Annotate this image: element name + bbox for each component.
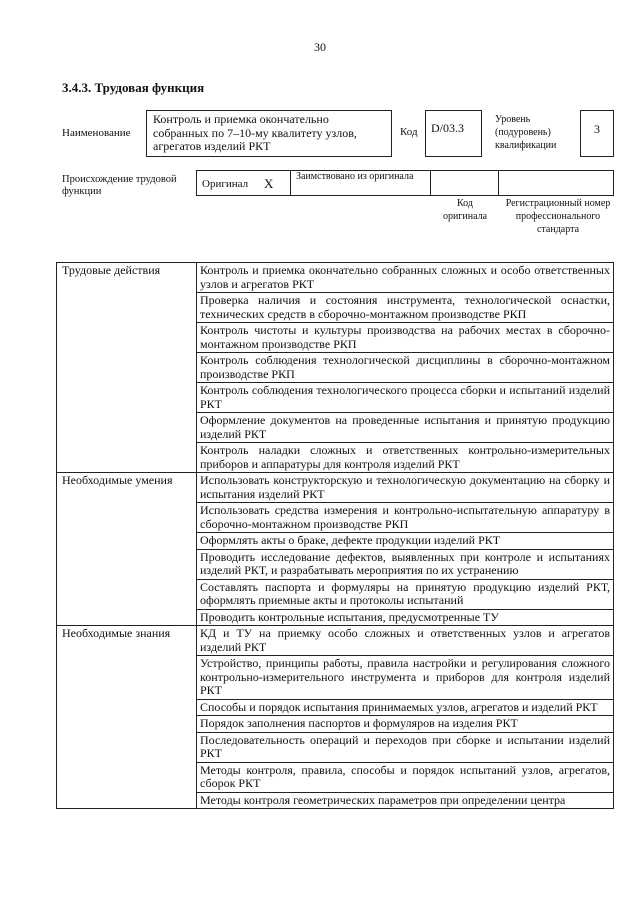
table-row [57, 732, 614, 762]
origin-divider [430, 170, 431, 196]
borrowed-label: Заимствовано из оригинала [296, 171, 414, 182]
table-row [57, 656, 614, 700]
table-row [57, 792, 614, 809]
table-row [57, 626, 614, 656]
section-item: КД и ТУ на приемку особо сложных и ответственных узлов и агрегатов изделий РКТ [197, 626, 614, 656]
section-category [57, 533, 197, 550]
table-row [57, 413, 614, 443]
original-mark: X [264, 176, 274, 191]
section-item: Проводить исследование дефектов, выявленных при контроле и испытаниях изделий РКТ, и разрабатывать мероприятия по их устранению [197, 549, 614, 579]
reg-number-label: Регистрационный номер профессионального стандарта [505, 198, 611, 235]
section-item: Проводить контрольные испытания, предусмотренные ТУ [197, 609, 614, 626]
section-category: Трудовые действия [57, 263, 197, 293]
section-item: Порядок заполнения паспортов и формуляров на изделия РКТ [197, 716, 614, 733]
section-category [57, 609, 197, 626]
table-row [57, 533, 614, 550]
section-item: Устройство, принципы работы, правила настройки и регулирования сложного контрольно-измерительного инструмента и приборов для контроля изделий РКТ [197, 656, 614, 700]
section-category [57, 293, 197, 323]
origin-divider [498, 170, 499, 196]
section-item: Использовать конструкторскую и технологическую документацию на сборку и испытания изделий РКТ [197, 473, 614, 503]
table-row [57, 609, 614, 626]
section-category: Необходимые умения [57, 473, 197, 503]
function-table [56, 262, 614, 809]
page-number: 30 [314, 40, 326, 54]
section-item: Оформление документов на проведенные испытания и принятую продукцию изделий РКТ [197, 413, 614, 443]
section-category [57, 383, 197, 413]
section-item: Контроль чистоты и культуры производства на рабочих местах в сборочно-монтажном производстве РКП [197, 323, 614, 353]
section-item: Методы контроля, правила, способы и порядок испытаний узлов, агрегатов, сборок РКТ [197, 762, 614, 792]
section-category [57, 353, 197, 383]
section-item: Использовать средства измерения и контрольно-испытательную аппаратуру в сборочно-монтажном производстве РКП [197, 503, 614, 533]
origin-label: Происхождение трудовой функции [62, 174, 177, 197]
code-original-label: Код оригинала [442, 198, 488, 222]
section-item: Составлять паспорта и формуляры на принятую продукцию изделий РКТ, оформлять приемные акты и протоколы испытаний [197, 579, 614, 609]
section-item: Контроль соблюдения технологического процесса сборки и испытаний изделий РКТ [197, 383, 614, 413]
section-item: Проверка наличия и состояния инструмента, технологической оснастки, технических средств в сборочно-монтажном производстве РКП [197, 293, 614, 323]
section-category [57, 762, 197, 792]
table-row [57, 323, 614, 353]
table-row [57, 473, 614, 503]
section-item: Контроль соблюдения технологической дисциплины в сборочно-монтажном производстве РКП [197, 353, 614, 383]
section-category [57, 549, 197, 579]
table-row [57, 293, 614, 323]
section-category [57, 503, 197, 533]
section-category [57, 792, 197, 809]
table-row [57, 383, 614, 413]
section-category [57, 732, 197, 762]
table-row [57, 716, 614, 733]
section-item: Оформлять акты о браке, дефекте продукции изделий РКТ [197, 533, 614, 550]
section-item: Способы и порядок испытания принимаемых узлов, агрегатов и изделий РКТ [197, 699, 614, 716]
table-row [57, 263, 614, 293]
name-label: Наименование [62, 127, 131, 139]
section-category [57, 443, 197, 473]
section-item: Контроль и приемка окончательно собранных сложных и особо ответственных узлов и агрегатов РКТ [197, 263, 614, 293]
section-category [57, 716, 197, 733]
table-row [57, 503, 614, 533]
table-row [57, 762, 614, 792]
table-row [57, 443, 614, 473]
code-value: D/03.3 [425, 110, 482, 157]
section-item: Методы контроля геометрических параметров при определении центра [197, 792, 614, 809]
table-row [57, 353, 614, 383]
name-value: Контроль и приемка окончательно собранных по 7–10-му квалитету узлов, агрегатов изделий РКТ [146, 110, 392, 157]
section-title: 3.4.3. Трудовая функция [62, 80, 205, 95]
code-label: Код [400, 126, 418, 138]
section-category [57, 323, 197, 353]
table-row [57, 699, 614, 716]
section-item: Последовательность операций и переходов при сборке и испытании изделий РКТ [197, 732, 614, 762]
original-label: Оригинал [202, 178, 249, 190]
section-category [57, 656, 197, 700]
section-category: Необходимые знания [57, 626, 197, 656]
table-row [57, 549, 614, 579]
section-category [57, 413, 197, 443]
table-row [57, 579, 614, 609]
section-category [57, 579, 197, 609]
origin-divider [290, 170, 291, 196]
level-value: 3 [580, 110, 614, 157]
section-item: Контроль наладки сложных и ответственных контрольно-измерительных приборов и аппаратуры для контроля изделий РКТ [197, 443, 614, 473]
section-category [57, 699, 197, 716]
level-label: Уровень (подуровень) квалификации [495, 114, 557, 151]
